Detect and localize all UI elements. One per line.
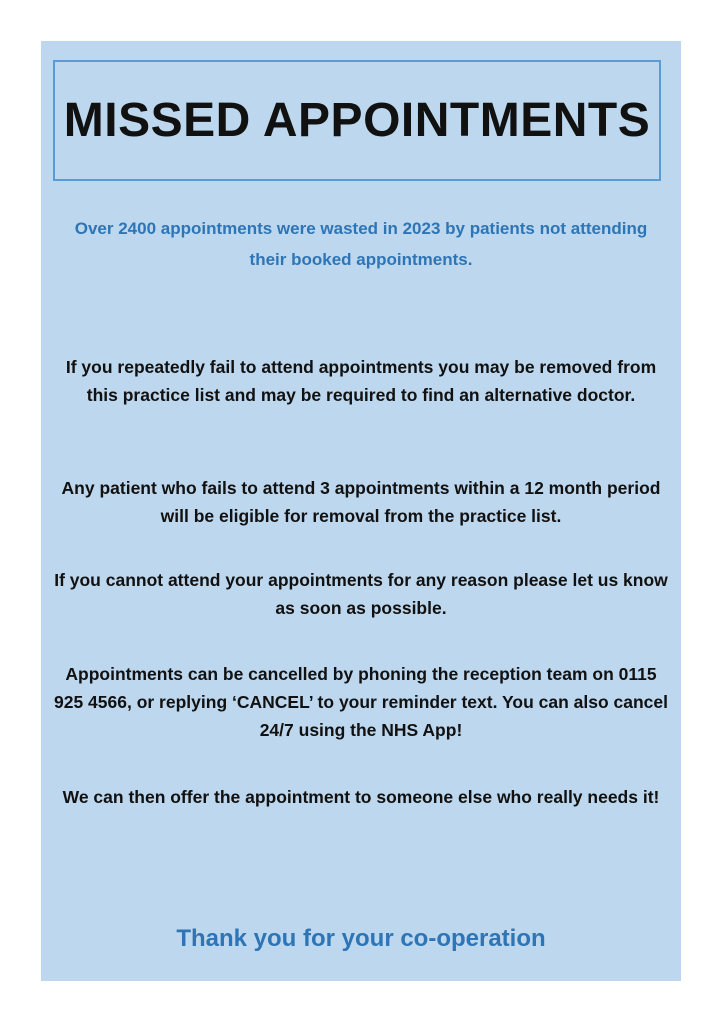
removal-warning-paragraph: If you repeatedly fail to attend appointments you may be removed from this practice list and may be required to find an alternative doctor. (65, 357, 657, 405)
reoffer-appointment-paragraph: We can then offer the appointment to someone else who really needs it! (62, 787, 660, 807)
removal-policy-paragraph: Any patient who fails to attend 3 appointments within a 12 month period will be eligible for removal from the practice list. (61, 478, 661, 526)
missed-appointments-poster (41, 41, 681, 981)
title-box (53, 60, 661, 181)
notify-us-paragraph: If you cannot attend your appointments for any reason please let us know as soon as possible. (54, 570, 668, 618)
poster-title: MISSED APPOINTMENTS (63, 94, 651, 147)
intro-statement: Over 2400 appointments were wasted in 2023 by patients not attending their booked appointments. (74, 219, 648, 269)
cancellation-methods-paragraph: Appointments can be cancelled by phoning the reception team on 0115 925 4566, or replying ‘CANCEL’ to your reminder text. You can also cancel 24/7 using the NHS App! (53, 664, 668, 740)
thank-you-message: Thank you for your co-operation (176, 925, 546, 952)
